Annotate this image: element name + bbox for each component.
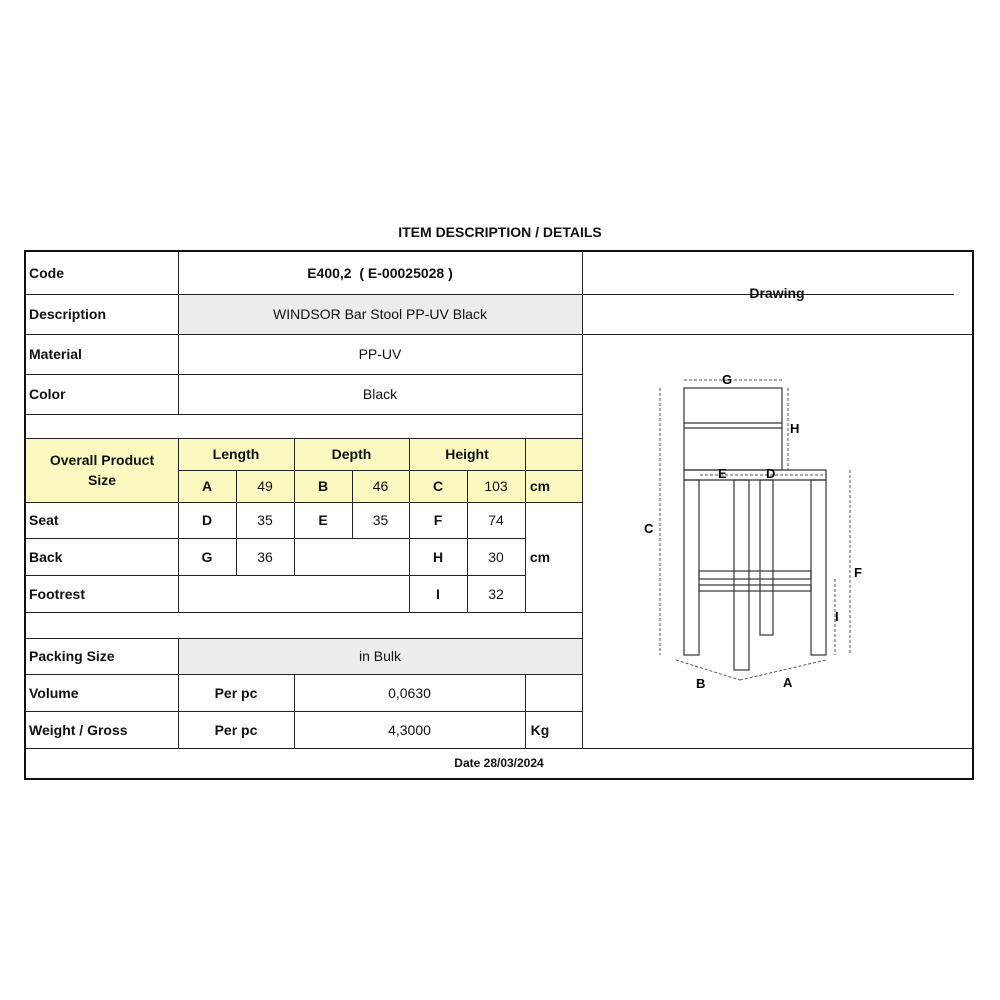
backrest-shape bbox=[684, 388, 782, 470]
letter-a: A bbox=[201, 478, 213, 494]
overall-unit: cm bbox=[529, 478, 551, 494]
leg-front-right bbox=[734, 480, 749, 670]
letter-c: C bbox=[432, 478, 444, 494]
value-a: 49 bbox=[257, 478, 273, 494]
letter-b: B bbox=[317, 478, 329, 494]
weight-per: Per pc bbox=[214, 721, 258, 738]
value-f: 74 bbox=[488, 512, 504, 528]
letter-f: F bbox=[433, 512, 443, 528]
description-label: Description bbox=[29, 306, 107, 322]
code-label: Code bbox=[29, 265, 64, 281]
leg-front-left bbox=[684, 480, 699, 655]
leg-back-left bbox=[760, 480, 773, 635]
footer-date: Date 28/03/2024 bbox=[454, 756, 544, 770]
value-d: 35 bbox=[257, 512, 273, 528]
letter-e: E bbox=[318, 512, 328, 528]
description-value: WINDSOR Bar Stool PP-UV Black bbox=[273, 306, 487, 322]
letter-g: G bbox=[201, 548, 213, 565]
packing-label: Packing Size bbox=[29, 648, 115, 664]
page-title: ITEM DESCRIPTION / DETAILS bbox=[398, 224, 602, 240]
packing-value: in Bulk bbox=[358, 648, 402, 664]
value-i: 32 bbox=[488, 585, 504, 602]
diagram-label-f: F bbox=[854, 565, 862, 580]
value-h: 30 bbox=[488, 548, 504, 565]
diagram-label-b: B bbox=[696, 676, 706, 691]
color-label: Color bbox=[29, 386, 66, 402]
value-c: 103 bbox=[484, 478, 508, 494]
material-label: Material bbox=[29, 346, 82, 362]
letter-i: I bbox=[436, 585, 440, 602]
footrest-label: Footrest bbox=[29, 585, 85, 602]
diagram-label-h: H bbox=[790, 421, 800, 436]
volume-value: 0,0630 bbox=[388, 684, 431, 701]
diagram-label-g: G bbox=[722, 375, 733, 387]
code-value: E400,2 ( E-00025028 ) bbox=[307, 265, 453, 281]
height-header: Height bbox=[445, 446, 489, 462]
diagram-label-e: E bbox=[718, 466, 727, 481]
letter-d: D bbox=[201, 512, 213, 528]
stool-diagram bbox=[640, 375, 880, 695]
diagram-label-a: A bbox=[783, 675, 793, 690]
overall-size-label: Overall Product Size bbox=[49, 452, 155, 488]
dimensions-unit: cm bbox=[529, 548, 551, 565]
seat-label: Seat bbox=[29, 512, 59, 528]
letter-h: H bbox=[432, 548, 444, 565]
drawing-label: Drawing bbox=[749, 285, 805, 301]
value-e: 35 bbox=[372, 512, 389, 528]
color-value: Black bbox=[362, 386, 398, 402]
back-label: Back bbox=[29, 548, 63, 565]
volume-per: Per pc bbox=[214, 684, 258, 701]
leg-back-right bbox=[811, 480, 826, 655]
material-value: PP-UV bbox=[358, 346, 402, 362]
weight-unit: Kg bbox=[530, 721, 550, 738]
weight-value: 4,3000 bbox=[388, 721, 431, 738]
depth-header: Depth bbox=[331, 446, 372, 462]
weight-label: Weight / Gross bbox=[29, 721, 128, 738]
value-b: 46 bbox=[372, 478, 389, 494]
length-header: Length bbox=[212, 446, 260, 462]
volume-label: Volume bbox=[29, 684, 79, 701]
diagram-label-d: D bbox=[766, 466, 776, 481]
value-g: 36 bbox=[257, 548, 273, 565]
diagram-label-i: I bbox=[835, 609, 839, 624]
footrest-bar bbox=[699, 571, 811, 579]
diagram-label-c: C bbox=[644, 521, 654, 536]
